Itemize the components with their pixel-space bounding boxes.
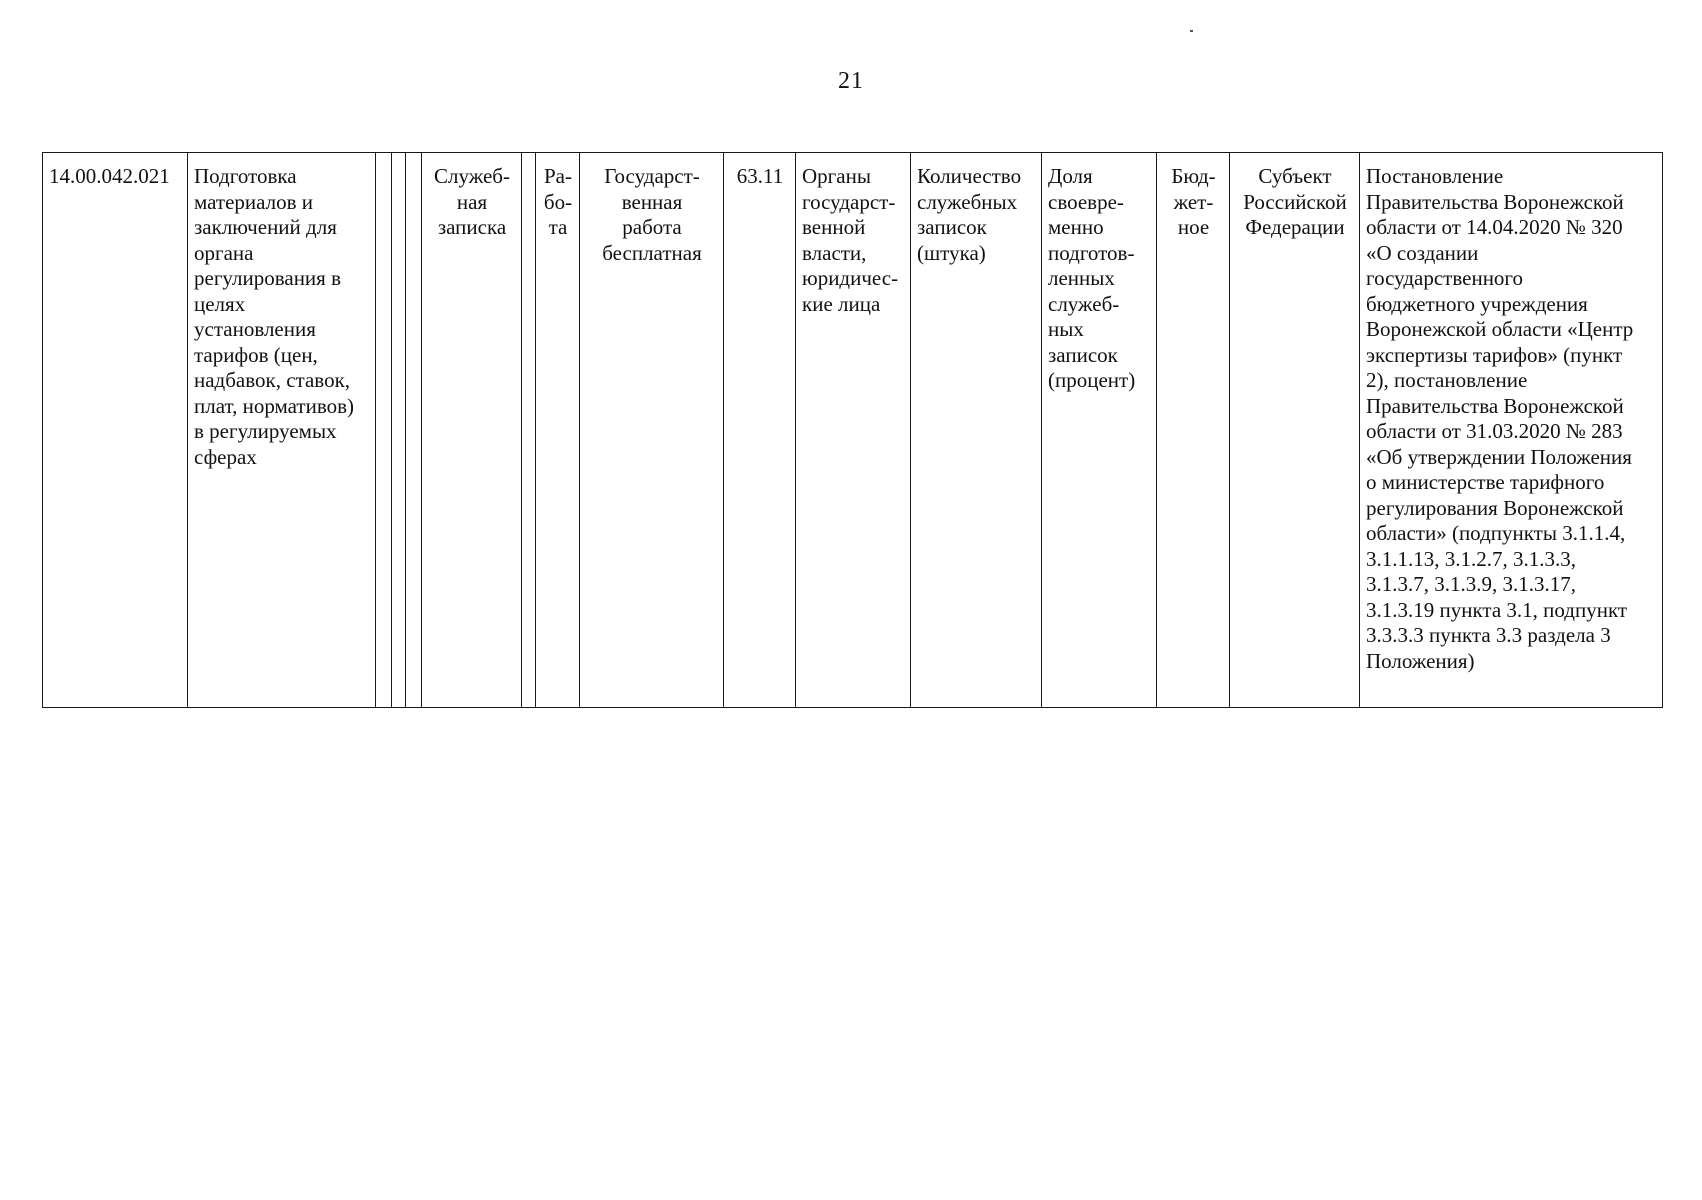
cell-funding: Бюд- жет- ное	[1157, 153, 1230, 708]
cell-legal-basis: Постановление Правительства Воронежской области от 14.04.2020 № 320 «О создании государственного бюджетного учреждения Воронежской области «Центр экспертизы тарифов» (пункт 2), постановление Правительства Воронежской области от 31.03.2020 № 283 «Об утверждении Положения о министерстве тарифного регулирования Воронежской области» (подпункты 3.1.1.4, 3.1.1.13, 3.1.2.7, 3.1.3.3, 3.1.3.7, 3.1.3.9, 3.1.3.17, 3.1.3.19 пункта 3.1, подпункт 3.3.3.3 пункта 3.3 раздела 3 Положения)	[1360, 153, 1663, 708]
page-number: 21	[838, 68, 864, 94]
cell-empty-3	[406, 153, 422, 708]
scan-artifact	[1190, 30, 1193, 32]
cell-quality-indicator: Доля своевре- менно подготов- ленных служеб- ных записок (процент)	[1042, 153, 1157, 708]
cell-kind: Государст- венная работа бесплатная	[580, 153, 724, 708]
cell-code: 14.00.042.021	[43, 153, 188, 708]
cell-volume-indicator: Количество служебных записок (штука)	[911, 153, 1042, 708]
cell-result-form: Служеб- ная записка	[422, 153, 522, 708]
cell-empty-1	[376, 153, 392, 708]
cell-type: Ра- бо- та	[536, 153, 580, 708]
cell-consumers: Органы государст- венной власти, юридичес- кие лица	[796, 153, 911, 708]
cell-empty-2	[392, 153, 406, 708]
cell-level: Субъект Российской Федерации	[1230, 153, 1360, 708]
cell-empty-4	[522, 153, 536, 708]
table-row	[43, 153, 1663, 708]
registry-table	[42, 152, 1663, 708]
cell-okved: 63.11	[724, 153, 796, 708]
cell-work-name: Подготовка материалов и заключений для органа регулирования в целях установления тарифов (цен, надбавок, ставок, плат, нормативов) в регулируемых сферах	[188, 153, 376, 708]
